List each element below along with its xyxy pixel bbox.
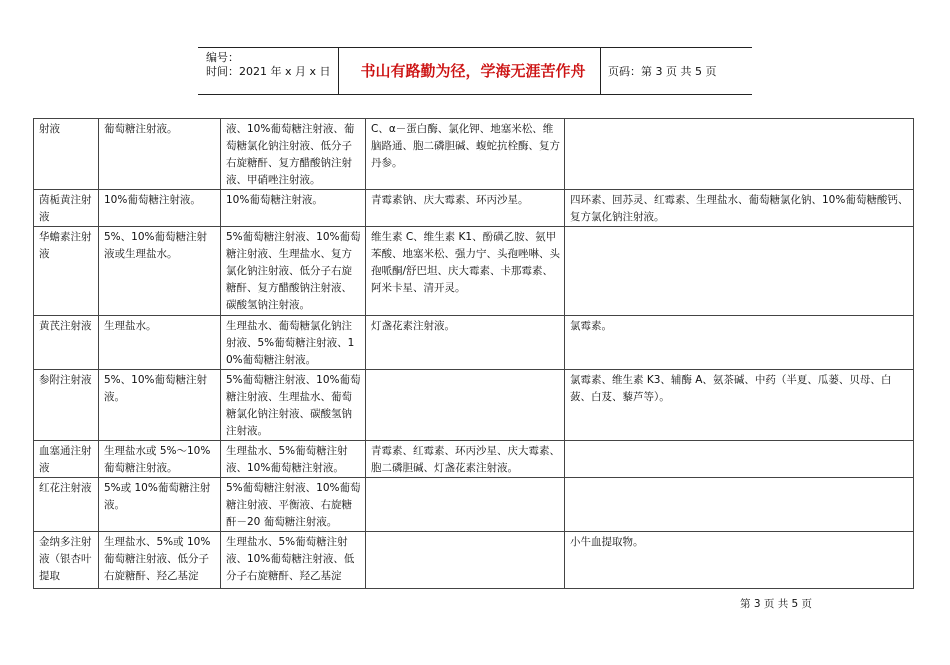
solvent-cell: 10%葡萄糖注射液。 [99,190,221,227]
solvent-cell: 5%或 10%葡萄糖注射液。 [99,478,221,532]
table-row [34,532,914,589]
incompatible-cell [366,478,565,532]
header-divider [338,47,339,95]
incompatible-cell [366,532,565,589]
header-top-rule [198,47,752,48]
other-cell [565,227,914,316]
compatible-cell: 生理盐水、5%葡萄糖注射液、10%葡萄糖注射液、低分子右旋糖酐、羟乙基淀 [221,532,366,589]
page-header [198,47,752,95]
drug-name-cell: 华蟾素注射液 [34,227,99,316]
drug-name-cell: 射液 [34,119,99,190]
solvent-cell: 葡萄糖注射液。 [99,119,221,190]
incompatible-cell: 维生素 C、维生素 K1、酚磺乙胺、氨甲苯酸、地塞米松、强力宁、头孢唑啉、头孢哌酮/舒巴坦、庆大霉素、卡那霉素、阿米卡星、清开灵。 [366,227,565,316]
table-row [34,190,914,227]
drug-name-cell: 参附注射液 [34,370,99,441]
other-cell: 四环素、回苏灵、红霉素、生理盐水、葡萄糖氯化钠、10%葡萄糖酸钙、复方氯化钠注射液。 [565,190,914,227]
incompatible-cell: C、α－蛋白酶、氯化钾、地塞米松、维脑路通、胞二磷胆碱、蝮蛇抗栓酶、复方丹参。 [366,119,565,190]
incompatible-cell: 灯盏花素注射液。 [366,316,565,370]
solvent-cell: 5%、10%葡萄糖注射液。 [99,370,221,441]
drug-name-cell: 茵栀黄注射液 [34,190,99,227]
header-bottom-rule [198,94,752,95]
compatible-cell: 液、10%葡萄糖注射液、葡萄糖氯化钠注射液、低分子右旋糖酐、复方醋酸钠注射液、甲硝唑注射液。 [221,119,366,190]
solvent-cell: 生理盐水、5%或 10%葡萄糖注射液、低分子右旋糖酐、羟乙基淀 [99,532,221,589]
header-page-number: 页码：第 3 页 共 5 页 [608,65,717,78]
table-row [34,370,914,441]
compatible-cell: 5%葡萄糖注射液、10%葡萄糖注射液、生理盐水、葡萄糖氯化钠注射液、碳酸氢钠注射液。 [221,370,366,441]
solvent-cell: 生理盐水。 [99,316,221,370]
drug-name-cell: 金纳多注射液（银杏叶提取 [34,532,99,589]
header-divider [600,47,601,95]
incompatible-cell: 青霉素钠、庆大霉素、环丙沙星。 [366,190,565,227]
header-motto: 书山有路勤为径，学海无涯苦作舟 [360,62,586,80]
table-row [34,316,914,370]
document-code-label: 编号： [206,51,239,64]
page-footer: 第 3 页 共 5 页 [740,598,813,610]
compatible-cell: 10%葡萄糖注射液。 [221,190,366,227]
drug-name-cell: 黄芪注射液 [34,316,99,370]
table-row [34,227,914,316]
other-cell: 氯霉素、维生素 K3、辅酶 A、氨茶碱、中药（半夏、瓜蒌、贝母、白蔹、白芨、藜芦等）。 [565,370,914,441]
other-cell [565,441,914,478]
drug-name-cell: 红花注射液 [34,478,99,532]
compatible-cell: 生理盐水、5%葡萄糖注射液、10%葡萄糖注射液。 [221,441,366,478]
drug-name-cell: 血塞通注射液 [34,441,99,478]
compatible-cell: 5%葡萄糖注射液、10%葡萄糖注射液、生理盐水、复方氯化钠注射液、低分子右旋糖酐、复方醋酸钠注射液、碳酸氢钠注射液。 [221,227,366,316]
table-row [34,119,914,190]
incompatible-cell [366,370,565,441]
other-cell: 氯霉素。 [565,316,914,370]
table-row [34,478,914,532]
other-cell [565,119,914,190]
compatibility-table [33,118,914,589]
compatible-cell: 5%葡萄糖注射液、10%葡萄糖注射液、平衡液、右旋糖酐－20 葡萄糖注射液。 [221,478,366,532]
compatible-cell: 生理盐水、葡萄糖氯化钠注射液、5%葡萄糖注射液、10%葡萄糖注射液。 [221,316,366,370]
other-cell [565,478,914,532]
solvent-cell: 生理盐水或 5%～10%葡萄糖注射液。 [99,441,221,478]
other-cell: 小牛血提取物。 [565,532,914,589]
document-date: 时间：2021 年 x 月 x 日 [206,65,331,78]
solvent-cell: 5%、10%葡萄糖注射液或生理盐水。 [99,227,221,316]
table-row [34,441,914,478]
incompatible-cell: 青霉素、红霉素、环丙沙星、庆大霉素、胞二磷胆碱、灯盏花素注射液。 [366,441,565,478]
